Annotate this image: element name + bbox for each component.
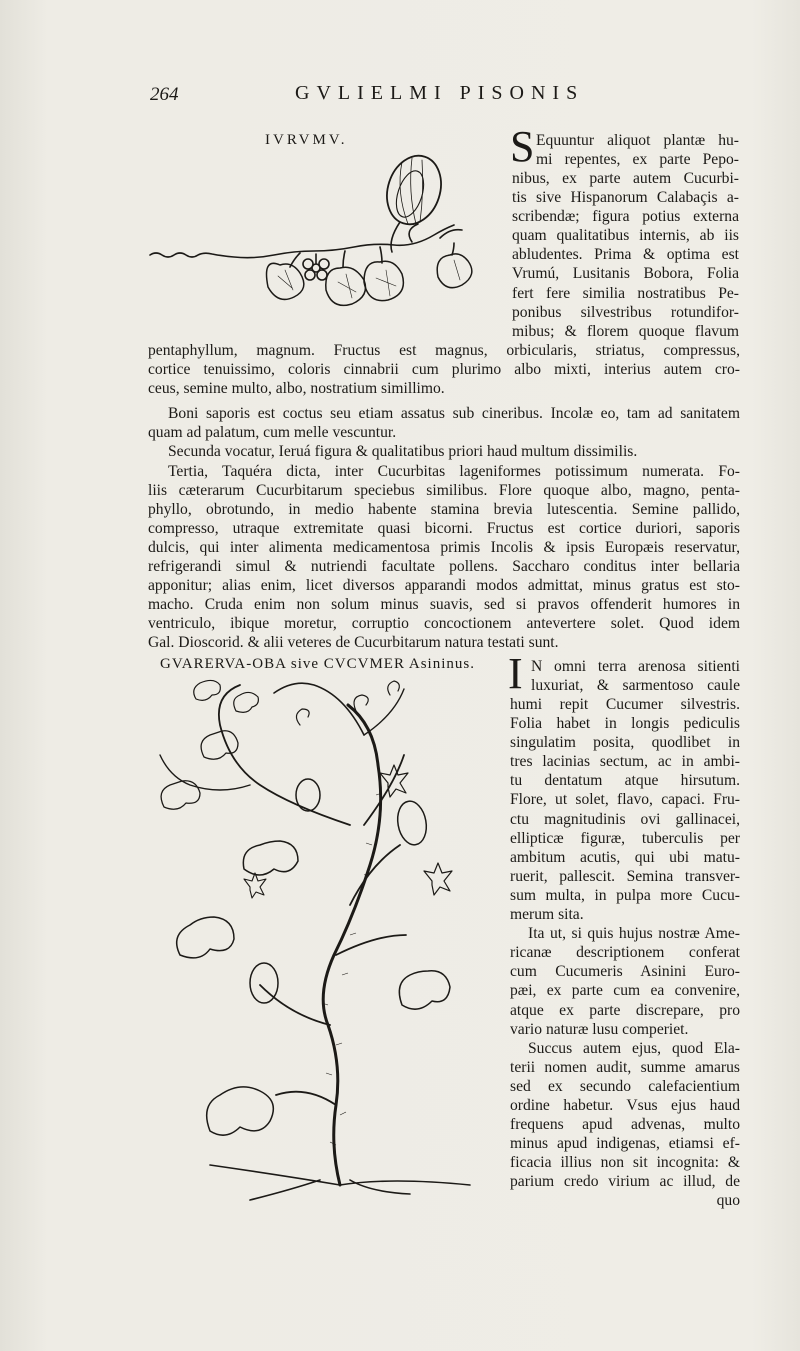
- cucumer-asininus-illustration: [150, 675, 495, 1195]
- running-title: GVLIELMI PISONIS: [295, 82, 585, 104]
- text-line: mibus; & florem quoque flavum: [512, 322, 739, 340]
- text-line: phyllo, obrotundo, in medio habente stamina brevia lutescentia. Semine pallido,: [148, 500, 740, 518]
- text-line: vario naturæ lusu comperiet.: [510, 1020, 689, 1038]
- text-line: nibus, ex parte autem Cucurbi-: [512, 170, 739, 187]
- plate-caption-guarerva-oba: GVARERVA-OBA sive CVCVMER Asininus.: [160, 656, 475, 672]
- text-line: Ita ut, si quis hujus nostræ Ame-: [528, 925, 740, 943]
- text-line: cum Cucumeris Asinini Euro-: [510, 963, 740, 981]
- text-line: ctu magnitudinis ovi gallinacei,: [510, 810, 740, 828]
- page-number: 264: [150, 84, 179, 105]
- text-line: minus apud indigenas, etiamsi ef-: [510, 1135, 740, 1153]
- text-line: refrigerandi simul & nutriendi facultate pollens. Saccharo conditus inter bellaria: [148, 558, 740, 576]
- text-line: Vrumú, Lusitanis Bobora, Folia: [512, 265, 739, 283]
- text-line: ordine habetur. Vsus ejus haud: [510, 1096, 740, 1114]
- text-line: ficacia illius non sit incognita: &: [510, 1154, 740, 1172]
- text-line: dulcis, qui inter alimenta medicamentosa primis Incolis & ipsis Europæis reservatur,: [148, 538, 740, 556]
- text-line: ellipticæ figuræ, tuberculis per: [510, 829, 740, 847]
- text-line: tu dentatum atque hirsutum.: [510, 772, 740, 790]
- text-line: sum multa, in pulpa more Cucu-: [510, 886, 740, 904]
- guarerva-text-column: [531, 657, 740, 695]
- text-line: abludentes. Prima & optima est: [512, 246, 739, 264]
- text-line: Flore, ut solet, flavo, capaci. Fru-: [510, 791, 740, 809]
- text-line: frequens apud advenas, multo: [510, 1116, 740, 1134]
- drop-cap-i: I: [508, 649, 523, 698]
- text-line: mi repentes, ex parte Pepo-: [536, 151, 739, 169]
- iurumu-body-text: [148, 341, 740, 653]
- guarerva-text-column-cont: [510, 695, 740, 1211]
- text-line: scribendæ; figura potius externa: [512, 208, 739, 226]
- text-line: ponibus silvestribus rotundifor-: [512, 303, 739, 321]
- text-line: sed ex secundo calefacientium: [510, 1077, 740, 1095]
- text-line: humi repit Cucumer silvestris.: [510, 696, 740, 713]
- text-line: tres lacinias sectum, ac in ambi-: [510, 753, 740, 771]
- text-line: Succus autem ejus, quod Ela-: [528, 1039, 740, 1057]
- drop-cap-s: S: [510, 122, 535, 171]
- text-line: quam qualitatibus internis, ab iis: [512, 227, 739, 245]
- catchword: quo: [716, 1192, 740, 1210]
- text-line: N omni terra arenosa sitienti: [531, 658, 740, 675]
- text-line: apponitur; alias enim, licet diversos apparandi modos admittat, minus gratus est sto-: [148, 577, 740, 595]
- text-line: ventriculo, ibique moretur, corruptio concoctionem antevertere solet. Quod idem: [148, 615, 740, 633]
- text-line: Equuntur aliquot plantæ hu-: [536, 132, 739, 149]
- text-line: tis sive Hispanorum Calabaçis a-: [512, 189, 739, 207]
- text-line: pentaphyllum, magnum. Fructus est magnus, orbicularis, striatus, compressus,: [148, 342, 740, 359]
- text-line: Folia habet in longis pediculis: [510, 715, 740, 733]
- text-line: terii nomen audit, summe amarus: [510, 1058, 740, 1076]
- text-line: ruerit, pallescit. Semina transver-: [510, 867, 740, 885]
- text-line: parium credo virium ac illud, de: [510, 1173, 740, 1191]
- text-line: ceus, semine multo, albo, nostratium simillimo.: [148, 380, 445, 398]
- text-line: ricanæ descriptionem conferat: [510, 944, 740, 962]
- text-line: Secunda vocatur, Ieruá figura & qualitatibus priori haud multum dissimilis.: [168, 443, 638, 461]
- text-line: merum sita.: [510, 906, 584, 924]
- iurumu-text-column-cont: [512, 169, 739, 341]
- text-line: cortice tenuissimo, coloris cinnabrii cum plurimo albo mixti, interius autem cro-: [148, 361, 740, 379]
- text-line: Tertia, Taquéra dicta, inter Cucurbitas lageniformes potissimum numerata. Fo-: [168, 462, 740, 480]
- iurumu-text-column: [536, 131, 739, 169]
- text-line: singulatim posita, quodlibet in: [510, 734, 740, 752]
- text-line: Boni saporis est coctus seu etiam assatus sub cineribus. Incolæ eo, tam ad sanitatem: [168, 405, 740, 423]
- text-line: pæi, ex parte cum ea convenire,: [510, 982, 740, 1000]
- text-line: Gal. Dioscorid. & alii veteres de Cucurbitarum natura testati sunt.: [148, 634, 559, 652]
- text-line: liis cæterarum Cucurbitarum speciebus similibus. Flore quoque albo, magno, penta-: [148, 481, 740, 499]
- plate-caption-iurumu: IVRVMV.: [265, 132, 348, 148]
- text-line: luxuriat, & sarmentoso caule: [531, 677, 740, 695]
- text-line: macho. Cruda enim non solum minus suavis, sed si pravos offenderit humores in: [148, 596, 740, 614]
- text-line: atque ex parte discrepare, pro: [510, 1001, 740, 1019]
- text-line: quam ad palatum, cum melle vescuntur.: [148, 424, 397, 442]
- text-line: fert fere similia nostratibus Pe-: [512, 284, 739, 302]
- text-line: compresso, utraque extremitate quasi bicorni. Fructus est cortice duriori, saporis: [148, 519, 740, 537]
- text-line: ambitum acutis, qui ubi matu-: [510, 848, 740, 866]
- iurumu-illustration: [150, 150, 490, 320]
